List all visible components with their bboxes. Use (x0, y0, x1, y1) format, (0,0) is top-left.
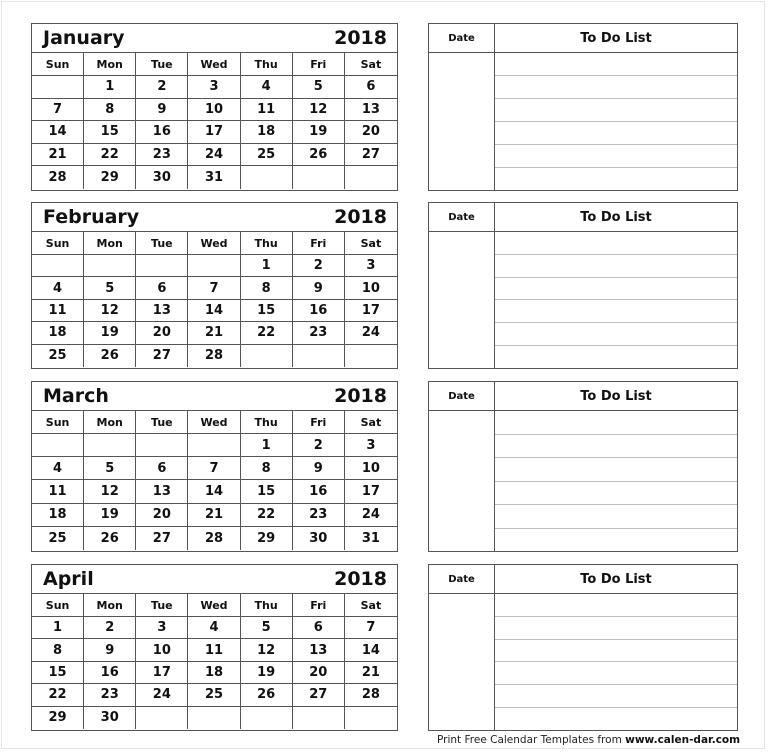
month-calendar-february (31, 202, 398, 369)
day-cell: 21 (345, 662, 397, 684)
todo-date-column[interactable] (429, 53, 495, 190)
empty-day-cell (293, 707, 345, 729)
day-cell: 14 (345, 639, 397, 661)
day-cell: 28 (188, 527, 240, 550)
todo-line[interactable] (495, 53, 737, 76)
month-name: January (43, 27, 125, 49)
day-cell: 1 (241, 255, 293, 277)
day-cell: 30 (84, 707, 136, 729)
day-cell: 6 (136, 277, 188, 299)
day-cell: 15 (241, 300, 293, 322)
day-cell: 8 (32, 639, 84, 661)
day-cell: 26 (241, 684, 293, 706)
todo-date-header: Date (429, 24, 495, 52)
weekday-header: Fri (293, 594, 345, 617)
weekday-header: Sun (32, 594, 84, 617)
todo-line[interactable] (495, 617, 737, 640)
day-cell: 10 (136, 639, 188, 661)
day-cell: 19 (241, 662, 293, 684)
day-cell: 10 (345, 457, 397, 480)
day-cell: 8 (241, 277, 293, 299)
day-cell: 21 (188, 322, 240, 344)
day-cell: 18 (32, 504, 84, 527)
todo-lines (495, 53, 737, 190)
day-cell: 25 (241, 144, 293, 167)
month-name: March (43, 385, 109, 407)
day-cell: 19 (84, 504, 136, 527)
day-cell: 11 (188, 639, 240, 661)
todo-line[interactable] (495, 145, 737, 168)
footer-link[interactable]: www.calen-dar.com (625, 734, 741, 746)
day-cell: 4 (32, 277, 84, 299)
month-year: 2018 (334, 27, 387, 49)
day-cell: 11 (241, 99, 293, 122)
day-cell: 24 (136, 684, 188, 706)
day-cell: 16 (136, 121, 188, 144)
day-cell: 14 (188, 480, 240, 503)
weekday-header: Wed (188, 232, 240, 255)
day-cell: 8 (241, 457, 293, 480)
day-cell: 3 (136, 617, 188, 639)
empty-day-cell (32, 255, 84, 277)
day-cell: 27 (293, 684, 345, 706)
weekday-header: Sun (32, 232, 84, 255)
day-cell: 2 (84, 617, 136, 639)
empty-day-cell (293, 345, 345, 367)
weekday-header: Sun (32, 53, 84, 76)
day-cell: 29 (84, 166, 136, 189)
todo-list-february (428, 202, 738, 369)
day-cell: 21 (32, 144, 84, 167)
day-cell: 20 (136, 322, 188, 344)
todo-line[interactable] (495, 300, 737, 323)
day-cell: 26 (293, 144, 345, 167)
day-cell: 1 (241, 434, 293, 457)
empty-day-cell (188, 707, 240, 729)
day-cell: 13 (293, 639, 345, 661)
day-cell: 28 (188, 345, 240, 367)
day-cell: 26 (84, 345, 136, 367)
day-cell: 16 (84, 662, 136, 684)
empty-day-cell (345, 345, 397, 367)
day-cell: 5 (293, 76, 345, 99)
empty-day-cell (136, 707, 188, 729)
day-cell: 30 (293, 527, 345, 550)
day-cell: 22 (32, 684, 84, 706)
day-cell: 17 (188, 121, 240, 144)
day-cell: 1 (84, 76, 136, 99)
month-calendar-march (31, 381, 398, 552)
day-cell: 12 (293, 99, 345, 122)
day-cell: 13 (136, 300, 188, 322)
todo-line[interactable] (495, 482, 737, 506)
todo-line[interactable] (495, 640, 737, 663)
month-year: 2018 (334, 206, 387, 228)
day-cell: 20 (345, 121, 397, 144)
todo-list-header: To Do List (580, 30, 652, 46)
day-grid (32, 411, 397, 550)
day-cell: 22 (241, 504, 293, 527)
todo-line[interactable] (495, 278, 737, 301)
todo-line[interactable] (495, 458, 737, 482)
todo-body (429, 594, 737, 730)
month-title-row (32, 203, 397, 232)
month-calendar-january (31, 23, 398, 191)
todo-list-header: To Do List (580, 388, 652, 404)
day-cell: 8 (84, 99, 136, 122)
day-cell: 24 (188, 144, 240, 167)
day-cell: 18 (32, 322, 84, 344)
day-cell: 23 (84, 684, 136, 706)
month-title-row (32, 565, 397, 594)
empty-day-cell (32, 434, 84, 457)
day-cell: 29 (32, 707, 84, 729)
weekday-header: Fri (293, 411, 345, 434)
day-cell: 20 (136, 504, 188, 527)
day-cell: 22 (241, 322, 293, 344)
todo-list-march (428, 381, 738, 552)
day-cell: 16 (293, 300, 345, 322)
todo-list-header: To Do List (580, 571, 652, 587)
day-cell: 13 (345, 99, 397, 122)
day-cell: 29 (241, 527, 293, 550)
day-cell: 15 (32, 662, 84, 684)
day-cell: 25 (32, 345, 84, 367)
weekday-header: Fri (293, 232, 345, 255)
day-cell: 23 (293, 504, 345, 527)
todo-lines (495, 411, 737, 551)
day-cell: 20 (293, 662, 345, 684)
day-cell: 3 (188, 76, 240, 99)
day-cell: 17 (136, 662, 188, 684)
day-cell: 22 (84, 144, 136, 167)
empty-day-cell (136, 434, 188, 457)
month-calendar-april (31, 564, 398, 731)
day-cell: 3 (345, 255, 397, 277)
todo-line[interactable] (495, 346, 737, 368)
todo-line[interactable] (495, 255, 737, 278)
day-cell: 4 (188, 617, 240, 639)
day-cell: 9 (136, 99, 188, 122)
weekday-header: Sat (345, 53, 397, 76)
todo-lines (495, 232, 737, 368)
day-cell: 28 (345, 684, 397, 706)
day-cell: 6 (136, 457, 188, 480)
empty-day-cell (345, 707, 397, 729)
empty-day-cell (345, 166, 397, 189)
day-cell: 21 (188, 504, 240, 527)
day-cell: 30 (136, 166, 188, 189)
todo-header-row (429, 24, 737, 53)
weekday-header: Sat (345, 232, 397, 255)
empty-day-cell (136, 255, 188, 277)
weekday-header: Tue (136, 53, 188, 76)
empty-day-cell (241, 166, 293, 189)
day-cell: 6 (345, 76, 397, 99)
todo-line[interactable] (495, 594, 737, 617)
day-cell: 11 (32, 480, 84, 503)
day-cell: 19 (84, 322, 136, 344)
weekday-header: Thu (241, 53, 293, 76)
month-year: 2018 (334, 568, 387, 590)
day-cell: 9 (293, 277, 345, 299)
month-title-row (32, 24, 397, 53)
day-cell: 9 (293, 457, 345, 480)
day-cell: 5 (241, 617, 293, 639)
day-cell: 12 (84, 300, 136, 322)
todo-line[interactable] (495, 411, 737, 435)
todo-date-header: Date (429, 203, 495, 231)
day-cell: 5 (84, 457, 136, 480)
empty-day-cell (241, 707, 293, 729)
todo-line[interactable] (495, 662, 737, 685)
day-cell: 27 (136, 345, 188, 367)
month-name: April (43, 568, 94, 590)
todo-line[interactable] (495, 76, 737, 99)
day-cell: 25 (188, 684, 240, 706)
month-year: 2018 (334, 385, 387, 407)
day-cell: 14 (188, 300, 240, 322)
weekday-header: Thu (241, 594, 293, 617)
todo-line[interactable] (495, 708, 737, 730)
empty-day-cell (32, 76, 84, 99)
todo-line[interactable] (495, 529, 737, 552)
day-cell: 2 (293, 434, 345, 457)
day-cell: 17 (345, 300, 397, 322)
todo-body (429, 53, 737, 190)
weekday-header: Wed (188, 594, 240, 617)
day-cell: 23 (136, 144, 188, 167)
day-cell: 28 (32, 166, 84, 189)
todo-body (429, 411, 737, 551)
todo-list-april (428, 564, 738, 731)
day-cell: 27 (345, 144, 397, 167)
day-cell: 7 (345, 617, 397, 639)
day-cell: 13 (136, 480, 188, 503)
weekday-header: Wed (188, 411, 240, 434)
day-cell: 24 (345, 322, 397, 344)
todo-lines (495, 594, 737, 730)
day-cell: 2 (136, 76, 188, 99)
todo-line[interactable] (495, 505, 737, 529)
day-cell: 10 (345, 277, 397, 299)
todo-date-header: Date (429, 565, 495, 593)
day-cell: 18 (188, 662, 240, 684)
empty-day-cell (188, 434, 240, 457)
day-cell: 23 (293, 322, 345, 344)
day-grid (32, 53, 397, 189)
weekday-header: Thu (241, 411, 293, 434)
todo-date-column[interactable] (429, 411, 495, 551)
month-title-row (32, 382, 397, 411)
todo-line[interactable] (495, 168, 737, 190)
day-cell: 14 (32, 121, 84, 144)
month-name: February (43, 206, 140, 228)
todo-line[interactable] (495, 323, 737, 346)
todo-line[interactable] (495, 685, 737, 708)
weekday-header: Mon (84, 411, 136, 434)
day-cell: 1 (32, 617, 84, 639)
weekday-header: Sat (345, 594, 397, 617)
todo-date-column[interactable] (429, 232, 495, 368)
day-cell: 2 (293, 255, 345, 277)
day-cell: 12 (84, 480, 136, 503)
weekday-header: Tue (136, 232, 188, 255)
empty-day-cell (241, 345, 293, 367)
todo-list-january (428, 23, 738, 191)
weekday-header: Thu (241, 232, 293, 255)
weekday-header: Tue (136, 411, 188, 434)
day-cell: 31 (188, 166, 240, 189)
todo-body (429, 232, 737, 368)
day-cell: 15 (241, 480, 293, 503)
day-cell: 12 (241, 639, 293, 661)
weekday-header: Wed (188, 53, 240, 76)
day-cell: 7 (32, 99, 84, 122)
todo-date-column[interactable] (429, 594, 495, 730)
todo-header-row (429, 382, 737, 411)
day-cell: 17 (345, 480, 397, 503)
day-cell: 7 (188, 277, 240, 299)
empty-day-cell (293, 166, 345, 189)
day-cell: 19 (293, 121, 345, 144)
footer (437, 734, 740, 746)
day-cell: 27 (136, 527, 188, 550)
day-cell: 7 (188, 457, 240, 480)
day-cell: 31 (361, 530, 380, 546)
weekday-header: Sun (32, 411, 84, 434)
day-cell: 6 (293, 617, 345, 639)
todo-header-row (429, 203, 737, 232)
todo-header-row (429, 565, 737, 594)
weekday-header: Tue (136, 594, 188, 617)
todo-line[interactable] (495, 232, 737, 255)
day-cell: 15 (84, 121, 136, 144)
day-cell: 9 (84, 639, 136, 661)
day-cell: 16 (293, 480, 345, 503)
weekday-header: Mon (84, 232, 136, 255)
todo-line[interactable] (495, 435, 737, 459)
day-cell: 18 (241, 121, 293, 144)
day-grid (32, 594, 397, 729)
day-cell: 10 (188, 99, 240, 122)
footer-text: Print Free Calendar Templates from (437, 734, 626, 746)
day-cell: 24 (345, 504, 397, 527)
todo-list-header: To Do List (580, 209, 652, 225)
weekday-header: Mon (84, 53, 136, 76)
day-cell: 4 (32, 457, 84, 480)
day-grid (32, 232, 397, 367)
todo-line[interactable] (495, 99, 737, 122)
day-cell: 5 (84, 277, 136, 299)
day-cell: 25 (32, 527, 84, 550)
empty-day-cell (188, 255, 240, 277)
day-cell: 26 (84, 527, 136, 550)
todo-date-header: Date (429, 382, 495, 410)
day-cell: 4 (241, 76, 293, 99)
day-cell: 11 (32, 300, 84, 322)
empty-day-cell (84, 434, 136, 457)
weekday-header: Mon (84, 594, 136, 617)
empty-day-cell (84, 255, 136, 277)
weekday-header: Fri (293, 53, 345, 76)
todo-line[interactable] (495, 122, 737, 145)
weekday-header: Sat (345, 411, 397, 434)
day-cell: 3 (345, 434, 397, 457)
